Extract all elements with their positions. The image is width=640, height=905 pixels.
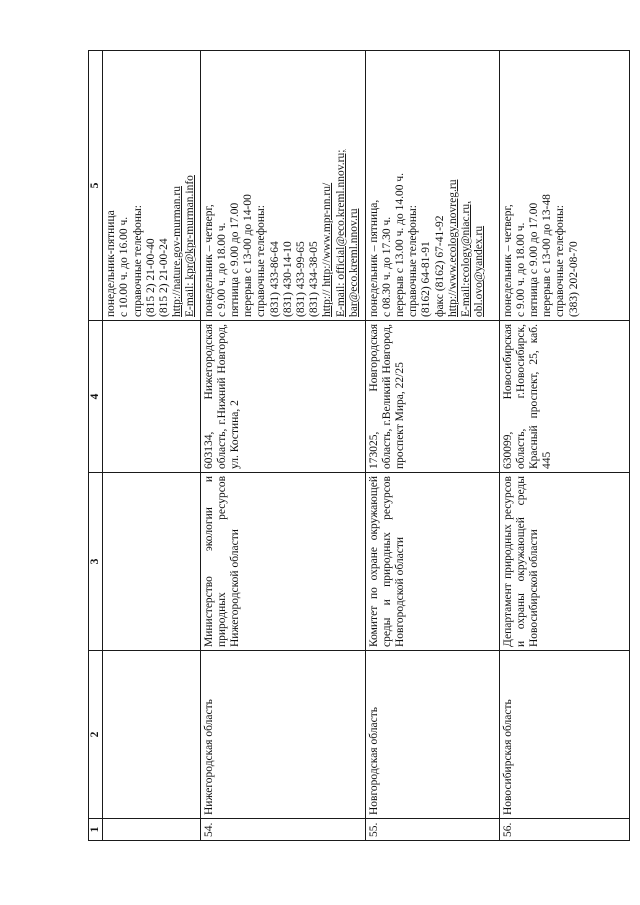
schedule-line: факс (8162) 67-41-92 [433,215,446,317]
col-header-2: 2 [89,651,103,819]
schedule-line: справочные телефоны: [407,205,420,317]
schedule-line: понедельник – четверг, [501,204,514,317]
cell-schedule [499,51,629,321]
col-header-1: 1 [89,819,103,841]
schedule-line: с 08.30 ч. до 17.30 ч. [380,216,393,317]
cell-region: Новосибирская область [499,651,629,819]
col-header-4: 4 [89,321,103,473]
website-link[interactable]: http://nature.gov-murman.ru [171,186,184,317]
email-link[interactable]: bar@eco.kreml.nnov.ru [347,208,360,317]
schedule-line: с 9.00 ч. до 18.00 ч. [514,222,527,317]
cell-address [103,321,200,473]
cell-address: 603134, Нижегородская область, г.Нижний Новгород, ул. Костина, 2 [200,321,365,473]
cell-agency: Департамент природных ресурсов и охраны окружающей среды Новосибирской области [499,473,629,651]
website-link[interactable]: http://www.ecology.novreg.ru [446,179,459,317]
cell-schedule [365,51,499,321]
schedule-line: (383) 202-08-70 [567,241,580,317]
schedule-line: справочные телефоны: [131,205,144,317]
cell-region: Нижегородская область [200,651,365,819]
cell-schedule [200,51,365,321]
table-row [499,51,629,841]
schedule-line: (831) 430-14-10 [281,241,294,317]
cell-agency: Министерство экологии и природных ресурсов Нижегородской области [200,473,365,651]
email-link[interactable]: E-mail: kpr@kpr-murman.info [184,175,197,317]
website-link[interactable]: http:// http://www.mpr-nn.ru/ [321,182,334,317]
schedule-line: с 9.00 ч. до 18.00 ч. [215,222,228,317]
schedule-line: (8162) 64-81-91 [420,241,433,317]
cell-address: 173025, Новгородская область, г.Великий Новгород, проспект Мира, 22/25 [365,321,499,473]
cell-num: 54. [200,819,365,841]
schedule-line: (831) 434-38-05 [308,241,321,317]
schedule-line: перерыв с 13.00 ч. до 14.00 ч. [394,172,407,317]
cell-num: 56. [499,819,629,841]
schedule-line: (815 2) 21-00-24 [158,238,171,317]
schedule-line: (815 2) 21-00-40 [144,238,157,317]
email-link[interactable]: E-mail:ecology@niac.ru, [460,201,473,317]
table-row-continued [103,51,200,841]
col-header-5: 5 [89,51,103,321]
schedule-line: понедельник – пятница, [367,199,380,317]
header-row [89,51,103,841]
cell-agency: Комитет по охране окружающей среды и природных ресурсов Новгородской области [365,473,499,651]
schedule-line: пятница с 9.00 до 17.00 [528,202,541,317]
cell-address: 630099, Новосибирская область, г.Новосибирск, Красный проспект, 25, каб. 445 [499,321,629,473]
email-link[interactable]: E-mail: official@eco.kreml.nnov.ru; [334,149,347,317]
schedule-line: понедельник-пятница [105,210,118,317]
directory-table [88,50,630,841]
cell-num [103,819,200,841]
schedule-line: с 10.00 ч. до 16.00 ч. [118,216,131,317]
cell-num: 55. [365,819,499,841]
cell-region [103,651,200,819]
schedule-line: понедельник – четверг, [202,204,215,317]
cell-agency [103,473,200,651]
schedule-line: (831) 433-99-65 [295,241,308,317]
schedule-line: справочные телефоны: [255,205,268,317]
schedule-line: перерыв с 13-00 до 14-00 [242,194,255,317]
col-header-3: 3 [89,473,103,651]
schedule-line: (831) 433-86-64 [268,241,281,317]
email-link[interactable]: obl.ovo@yandex.ru [473,225,486,317]
cell-region: Новгородская область [365,651,499,819]
table-row [200,51,365,841]
cell-schedule [103,51,200,321]
schedule-line: перерыв с 13-00 до 13-48 [541,194,554,317]
schedule-line: пятница с 9.00 до 17.00 [229,202,242,317]
schedule-line: справочные телефоны: [554,205,567,317]
table-row [365,51,499,841]
